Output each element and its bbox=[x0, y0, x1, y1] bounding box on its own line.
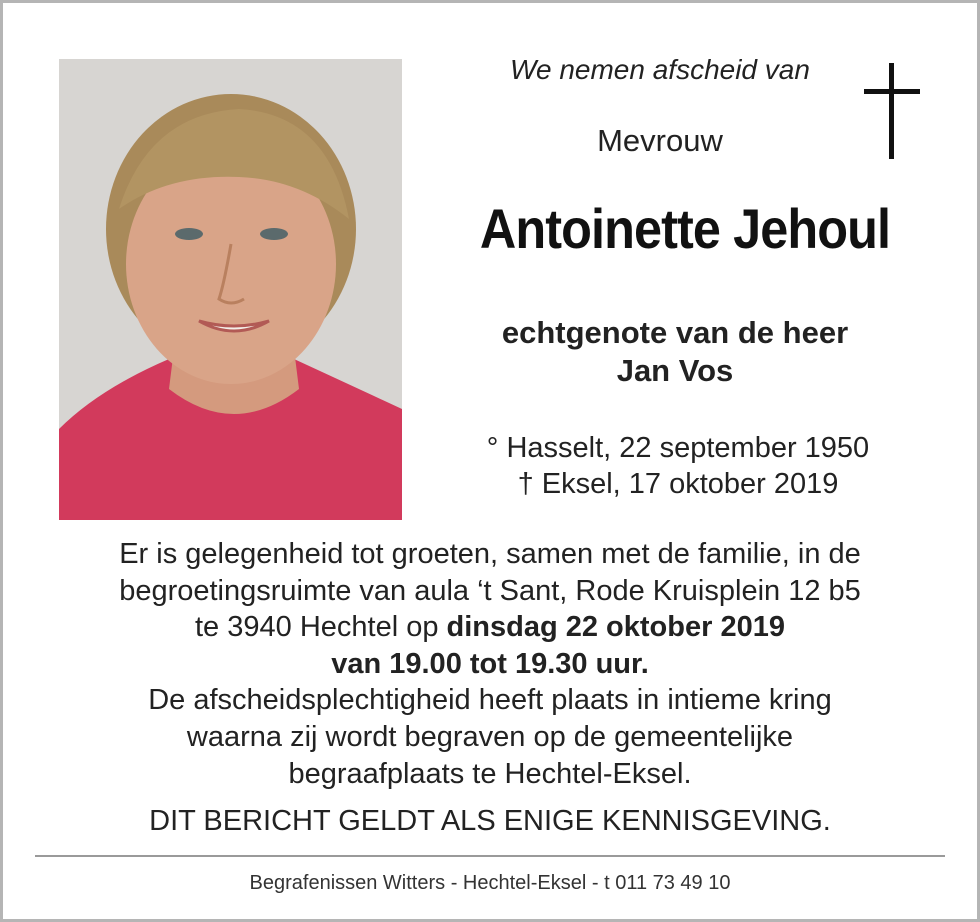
cross-icon bbox=[864, 63, 920, 159]
divider bbox=[35, 855, 945, 857]
ceremony-line: begraafplaats te Hechtel-Eksel. bbox=[288, 757, 692, 790]
death-line bbox=[440, 466, 916, 502]
funeral-home-footer: Begrafenissen Witters - Hechtel-Eksel - t 011 73 49 10 bbox=[249, 872, 731, 894]
spouse-block bbox=[440, 314, 910, 390]
honorific: Mevrouw bbox=[597, 123, 723, 158]
visitation-text bbox=[40, 536, 940, 792]
visitation-line: Er is gelegenheid tot groeten, samen met de familie, in de bbox=[119, 538, 861, 570]
spouse-name: Jan Vos bbox=[616, 353, 734, 388]
visitation-date: dinsdag 22 oktober 2019 bbox=[446, 611, 785, 644]
visitation-time: van 19.00 tot 19.30 uur. bbox=[331, 647, 649, 680]
intro-text: We nemen afscheid van bbox=[510, 54, 810, 85]
visitation-line: begroetingsruimte van aula ‘t Sant, Rode Kruisplein 12 b5 bbox=[119, 574, 861, 607]
death-date: Eksel, 17 oktober 2019 bbox=[541, 468, 839, 500]
deceased-name: Antoinette Jehoul bbox=[479, 197, 891, 260]
portrait-photo bbox=[59, 59, 402, 520]
spouse-relation: echtgenote van de heer bbox=[501, 315, 849, 350]
birth-symbol: ° bbox=[486, 432, 499, 464]
visitation-line bbox=[40, 609, 940, 646]
birth-date: Hasselt, 22 september 1950 bbox=[506, 432, 870, 464]
ceremony-line: De afscheidsplechtigheid heeft plaats in intieme kring bbox=[148, 684, 832, 717]
death-symbol: † bbox=[517, 468, 534, 500]
life-dates bbox=[440, 430, 916, 502]
ceremony-line: waarna zij wordt begraven op de gemeentelijke bbox=[186, 720, 794, 753]
notice-text: DIT BERICHT GELDT ALS ENIGE KENNISGEVING. bbox=[149, 805, 831, 837]
visitation-place: te 3940 Hechtel op bbox=[195, 611, 447, 644]
birth-line bbox=[440, 430, 916, 466]
